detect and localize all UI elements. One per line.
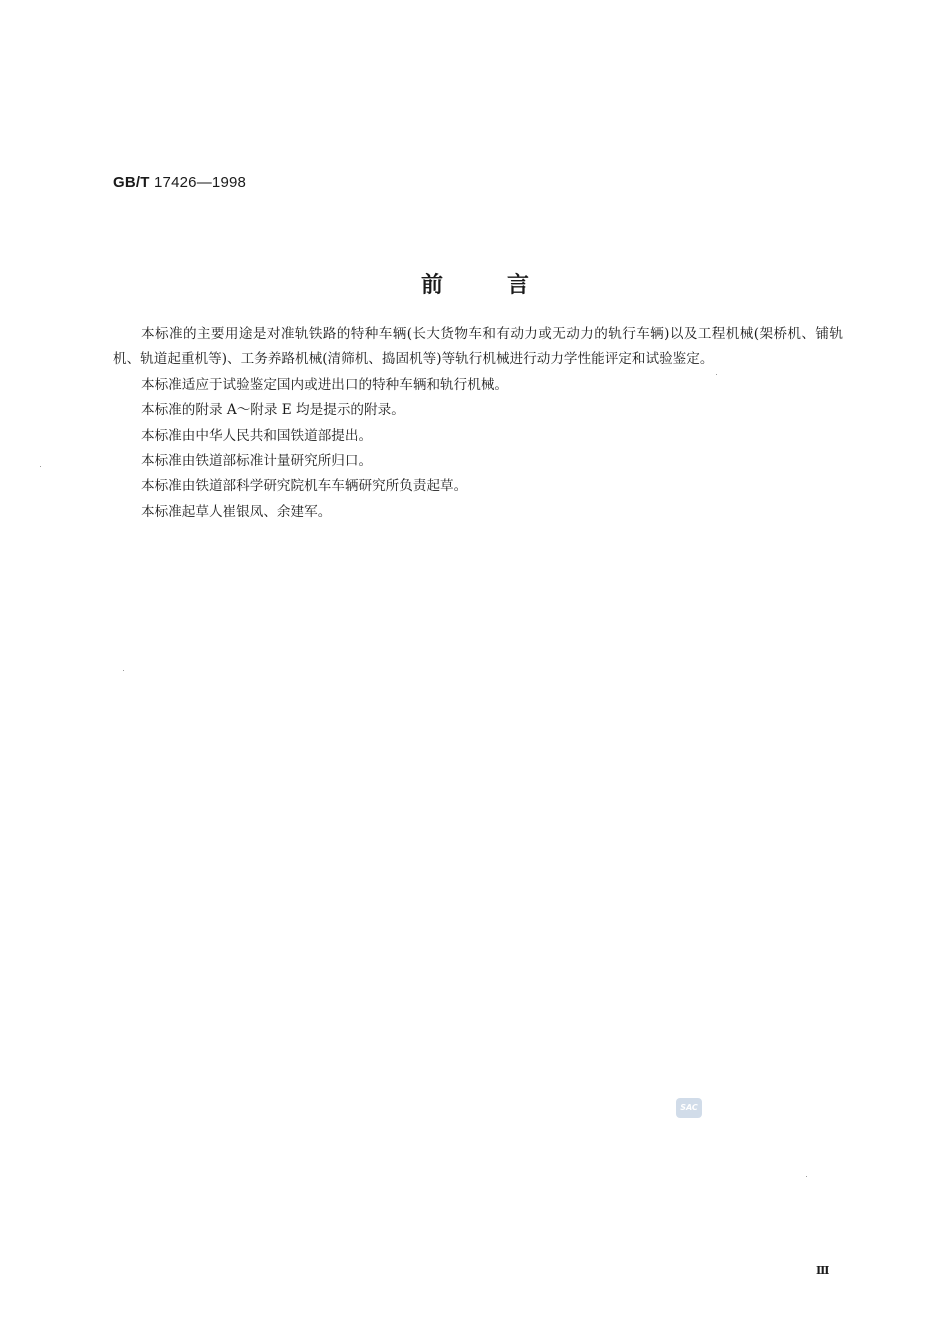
title-char-2: 言	[507, 273, 530, 298]
scan-speck	[806, 1176, 807, 1177]
paragraph-drafted-by: 本标准由铁道部科学研究院机车车辆研究所负责起草。	[141, 478, 468, 495]
standard-code-number: 17426—1998	[154, 174, 247, 191]
paragraph-drafters: 本标准起草人崔银凤、余建军。	[141, 503, 332, 520]
title-char-1: 前	[420, 273, 443, 298]
paragraph-scope: 本标准适应于试验鉴定国内或进出口的特种车辆和轨行机械。	[141, 376, 509, 393]
paragraph-appendix: 本标准的附录 A～附录 E 均是提示的附录。	[141, 402, 405, 419]
paragraph-purpose: 本标准的主要用途是对准轨铁路的特种车辆(长大货物车和有动力或无动力的轨行车辆)以及工程机械(架桥机、铺轨机、轨道起重机等)、工务养路机械(清筛机、捣固机等)等轨行机械进行动力学性能评定和试验鉴定。	[113, 326, 843, 368]
page-title	[0, 268, 950, 299]
scan-speck	[716, 374, 717, 375]
sac-logo-watermark: SAC	[676, 1098, 702, 1118]
scan-speck	[40, 466, 41, 467]
standard-code	[113, 174, 246, 191]
paragraph-proposed-by: 本标准由中华人民共和国铁道部提出。	[141, 427, 373, 444]
standard-code-prefix: GB/T	[113, 174, 150, 191]
scan-speck	[123, 670, 124, 671]
foreword-body	[113, 322, 843, 525]
page-number: Ⅲ	[816, 1264, 830, 1277]
paragraph-under-jurisdiction: 本标准由铁道部标准计量研究所归口。	[141, 453, 373, 470]
